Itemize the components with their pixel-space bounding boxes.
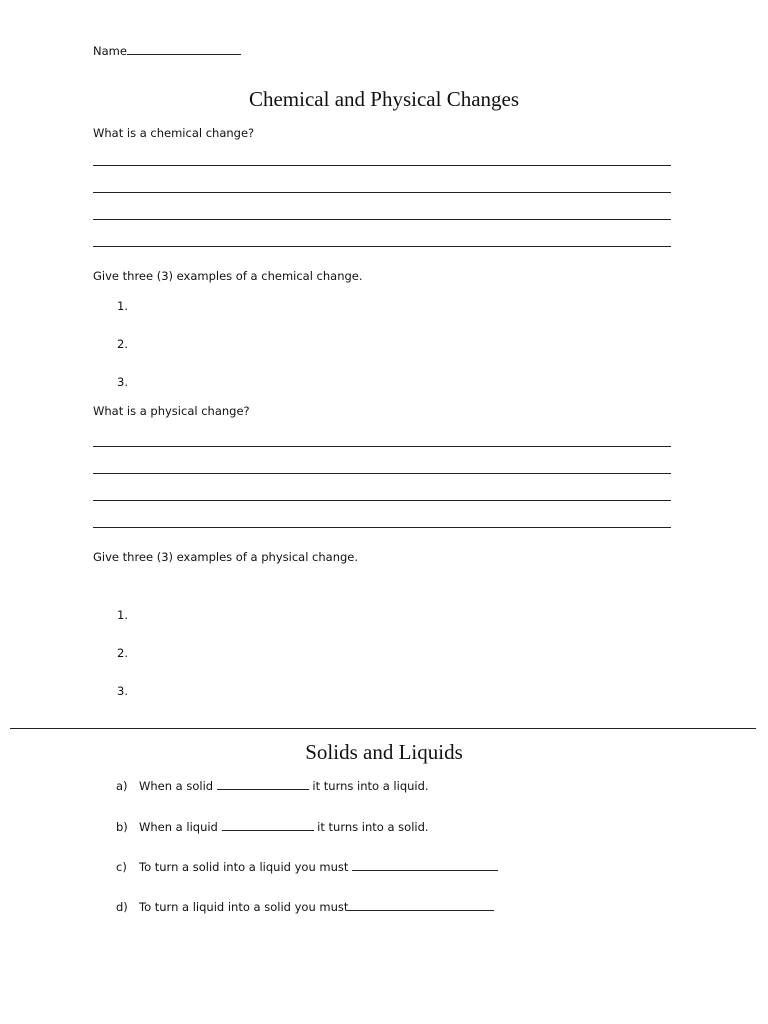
list-item-number: 1.	[117, 299, 128, 313]
fill-in-blank[interactable]	[348, 900, 494, 911]
answer-line[interactable]	[93, 446, 671, 447]
item-text-before: When a solid	[139, 779, 214, 793]
item-text-after: it turns into a liquid.	[312, 779, 429, 793]
fill-in-blank[interactable]	[217, 779, 309, 790]
answer-line[interactable]	[93, 165, 671, 166]
section-title-chemical-physical: Chemical and Physical Changes	[248, 87, 520, 111]
fill-in-item-a	[116, 779, 429, 793]
name-blank[interactable]	[127, 44, 241, 55]
fill-in-item-b	[116, 820, 429, 834]
answer-line[interactable]	[93, 246, 671, 247]
prompt-chemical-examples: Give three (3) examples of a chemical change.	[93, 269, 363, 283]
item-marker: a)	[116, 779, 128, 793]
list-item-number: 3.	[117, 684, 128, 698]
item-text-before: To turn a liquid into a solid you must	[139, 900, 349, 914]
answer-line[interactable]	[93, 219, 671, 220]
name-label: Name	[93, 44, 127, 58]
list-item-number: 1.	[117, 608, 128, 622]
section-divider	[10, 728, 756, 729]
item-marker: d)	[116, 900, 128, 914]
list-item-number: 2.	[117, 646, 128, 660]
item-text-before: When a liquid	[139, 820, 218, 834]
answer-line[interactable]	[93, 527, 671, 528]
section-title-solids-liquids: Solids and Liquids	[305, 740, 463, 764]
answer-line[interactable]	[93, 192, 671, 193]
fill-in-item-d	[116, 900, 494, 914]
item-text-after: it turns into a solid.	[317, 820, 429, 834]
list-item-number: 2.	[117, 337, 128, 351]
question-physical-change: What is a physical change?	[93, 404, 250, 418]
prompt-physical-examples: Give three (3) examples of a physical change.	[93, 550, 359, 564]
fill-in-blank[interactable]	[222, 820, 314, 831]
answer-line[interactable]	[93, 473, 671, 474]
fill-in-item-c	[116, 860, 498, 874]
answer-line[interactable]	[93, 500, 671, 501]
list-item-number: 3.	[117, 375, 128, 389]
item-marker: c)	[116, 860, 127, 874]
item-text-before: To turn a solid into a liquid you must	[139, 860, 349, 874]
name-field[interactable]	[93, 44, 241, 58]
question-chemical-change: What is a chemical change?	[93, 126, 255, 140]
item-marker: b)	[116, 820, 128, 834]
fill-in-blank[interactable]	[352, 860, 498, 871]
